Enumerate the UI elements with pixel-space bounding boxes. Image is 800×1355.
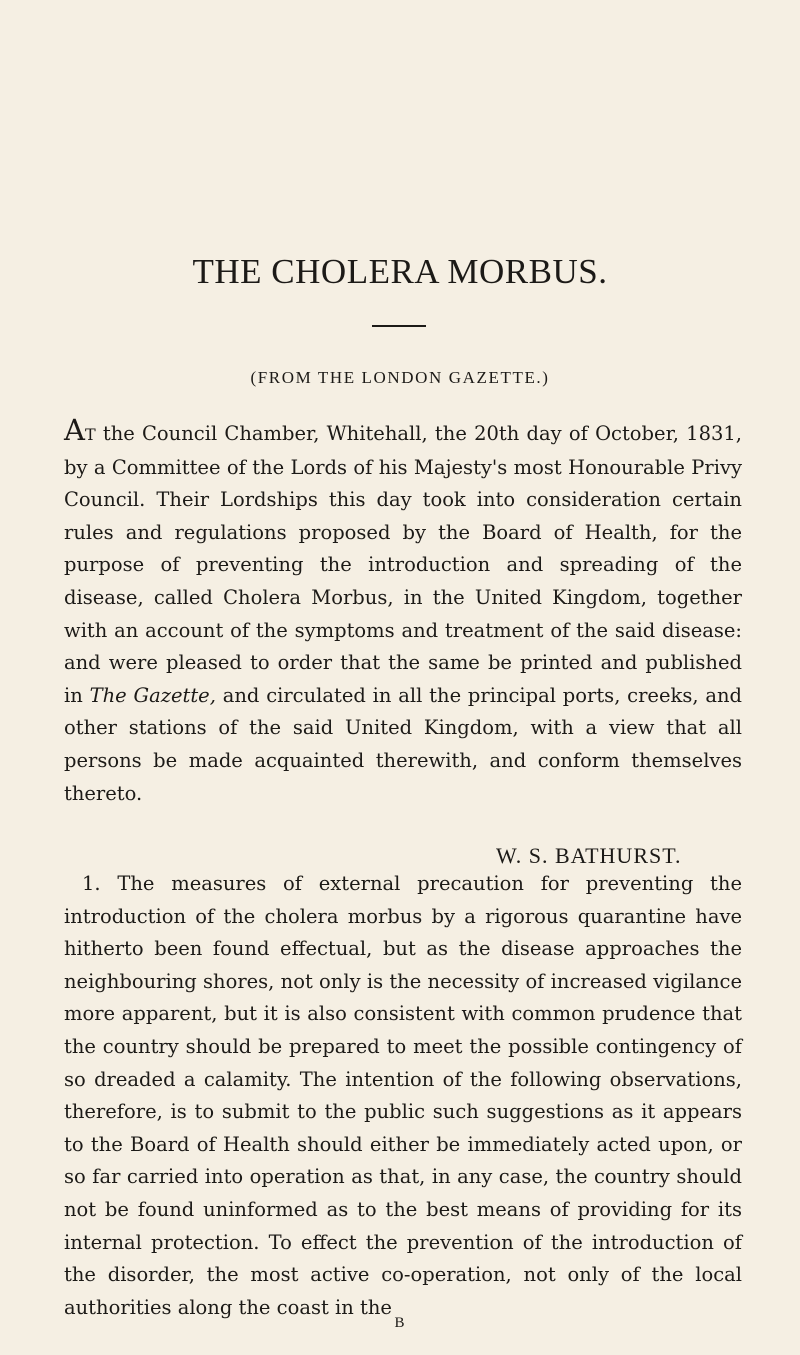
page-title: THE CHOLERA MORBUS.: [192, 252, 608, 291]
title-rule-divider: [372, 325, 426, 327]
intro-paragraph: [64, 413, 742, 810]
source-subtitle: (FROM THE LONDON GAZETTE.): [250, 368, 550, 387]
section-1-paragraph: 1. The measures of external precaution for preventing the introduction of the cholera morbus by a rigorous quarantine have hitherto been found effectual, but as the disease approaches the neighbouring shores, not only is the necessity of increased vigilance more apparent, but it is also consistent with common prudence that the country should be prepared to meet the possible contingency of so dreaded a calamity. The intention of the following observations, therefore, is to submit to the public such suggestions as it appears to the Board of Health should either be immediately acted upon, or so far carried into operation as that, in any case, the country should not be found uninformed as to the best means of providing for its internal protection. To effect the prevention of the introduction of the disorder, the most active co-operation, not only of the local authorities along the coast in the: [64, 872, 742, 1319]
signature-bathurst: W. S. BATHURST.: [496, 843, 682, 868]
signature-mark: B: [394, 1315, 406, 1331]
drop-cap-letter: A: [64, 413, 85, 447]
gazette-italic: The Gazette,: [89, 683, 216, 707]
small-caps-letter: T: [84, 425, 96, 444]
intro-text-end: and circulated in all the principal ports, creeks, and other stations of the said United Kingdom, with a view that all persons be made acquainted therewith, and conform themselves thereto.: [64, 683, 742, 805]
intro-text: the Council Chamber, Whitehall, the 20th day of October, 1831, by a Committee of the Lords of his Majesty's most Honourable Privy Council. Their Lordships this day took into consideration certain rules and regulations proposed by the Board of Health, for the purpose of preventing the introduction and spreading of the disease, called Cholera Morbus, in the United Kingdom, together with an account of the symptoms and treatment of the said disease: and were pleased to order that the same be printed and published in: [64, 422, 742, 707]
